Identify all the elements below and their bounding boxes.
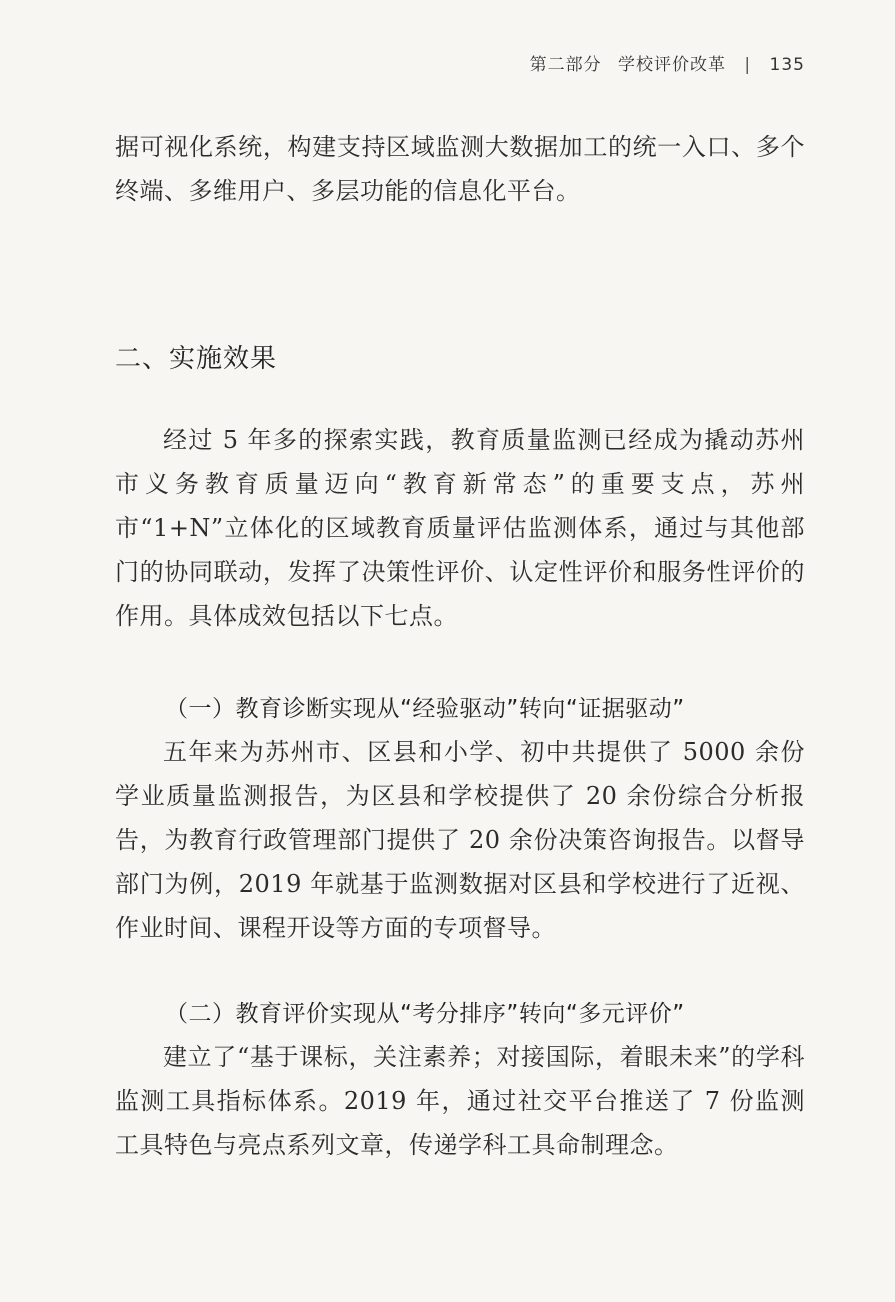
subsection-heading-1: （一）教育诊断实现从“经验驱动”转向“证据驱动” xyxy=(165,696,685,722)
header-part: 第二部分 xyxy=(529,55,602,75)
subsection-body-2: 建立了“基于课标，关注素养；对接国际，着眼未来”的学科监测工具指标体系。2019 年，通过社交平台推送了 7 份监测工具特色与亮点系列文章，传递学科工具命制理念。 xyxy=(115,1043,805,1159)
section-intro-paragraph: 经过 5 年多的探索实践，教育质量监测已经成为撬动苏州市义务教育质量迈向“教育新常态”的重要支点，苏州市“1+N”立体化的区域教育质量评估监测体系，通过与其他部门的协同联动，发挥了决策性评价、认定性评价和服务性评价的作用。具体成效包括以下七点。 xyxy=(115,426,805,630)
header-chapter: 学校评价改革 xyxy=(618,55,726,75)
subsection-body-1: 五年来为苏州市、区县和小学、初中共提供了 5000 余份学业质量监测报告，为区县和学校提供了 20 余份综合分析报告，为教育行政管理部门提供了 20 余份决策咨询报告。以督导部门为例，2019 年就基于监测数据对区县和学校进行了近视、作业时间、课程开设等方面的专项督导。 xyxy=(115,738,805,942)
subsection-heading-2: （二）教育评价实现从“考分排序”转向“多元评价” xyxy=(165,1001,685,1027)
page-number: 135 xyxy=(769,55,805,75)
header-separator: | xyxy=(744,55,752,75)
running-header xyxy=(530,50,805,75)
section-heading: 二、实施效果 xyxy=(115,344,278,374)
continued-paragraph: 据可视化系统，构建支持区域监测大数据加工的统一入口、多个终端、多维用户、多层功能的信息化平台。 xyxy=(115,133,805,205)
